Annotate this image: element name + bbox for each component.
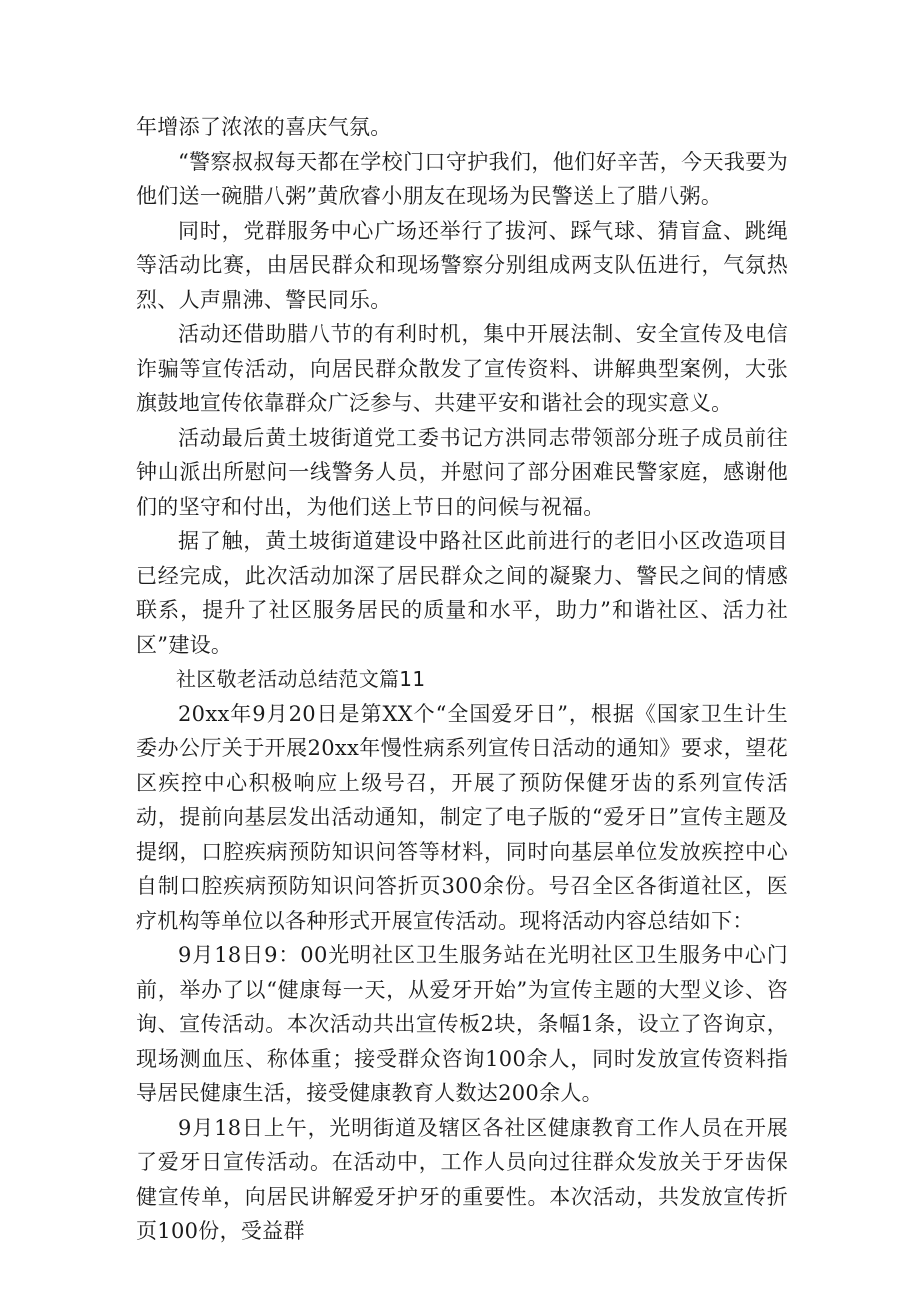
paragraph-community-renovation: 据了触，黄土坡街道建设中路社区此前进行的老旧小区改造项目已经完成，此次活动加深了居民群众之间的凝聚力、警民之间的情感联系，提升了社区服务居民的质量和水平，助力”和谐社区、活力社区”建设。	[136, 529, 788, 657]
paragraph-guangming-station: 9月18日9：00光明社区卫生服务站在光明社区卫生服务中心门前，举办了以“健康每一天，从爱牙开始”为宣传主题的大型义诊、咨询、宣传活动。本次活动共出宣传板2块，条幅1条，设立了咨询京，现场测血压、称体重；接受群众咨询100余人，同时发放宣传资料指导居民健康生活，接受健康教育人数达200余人。	[136, 943, 788, 1105]
paragraph-guangming-street: 9月18日上午，光明街道及辖区各社区健康教育工作人员在开展了爱牙日宣传活动。在活动中，工作人员向过往群众发放关于牙齿保健宣传单，向居民讲解爱牙护牙的重要性。本次活动，共发放宣传折页100份，受益群	[136, 1115, 788, 1243]
paragraph-square-games: 同时，党群服务中心广场还举行了拔河、踩气球、猜盲盒、跳绳等活动比赛，由居民群众和现场警察分别组成两支队伍进行，气氛热烈、人声鼎沸、警民同乐。	[136, 218, 788, 312]
paragraph-child-quote: “警察叔叔每天都在学校门口守护我们，他们好辛苦，今天我要为他们送一碗腊八粥”黄欣睿小朋友在现场为民警送上了腊八粥。	[136, 149, 788, 208]
section-heading: 社区敬老活动总结范文篇11	[176, 667, 426, 691]
paragraph-tooth-day-intro: 20xx年9月20日是第XX个“全国爱牙日”，根据《国家卫生计生委办公厅关于开展20xx年慢性病系列宣传日活动的通知》要求，望花区疾控中心积极响应上级号召，开展了预防保健牙齿的系列宣传活动，提前向基层发出活动通知，制定了电子版的“爱牙日”宣传主题及提纲，口腔疾病预防知识问答等材料，同时向基层单位发放疾控中心自制口腔疾病预防知识问答折页300余份。号召全区各街道社区，医疗机构等单位以各种形式开展宣传活动。现将活动内容总结如下：	[136, 701, 788, 933]
document-body	[136, 110, 788, 1249]
paragraph-visit: 活动最后黄土坡街道党工委书记方洪同志带领部分班子成员前往钟山派出所慰问一线警务人员，并慰问了部分困难民警家庭，感谢他们的坚守和付出，为他们送上节日的问候与祝福。	[136, 425, 788, 519]
paragraph-continuation: 年增添了浓浓的喜庆气氛。	[136, 115, 392, 139]
paragraph-publicity: 活动还借助腊八节的有利时机，集中开展法制、安全宣传及电信诈骗等宣传活动，向居民群众散发了宣传资料、讲解典型案例，大张旗鼓地宣传依靠群众广泛参与、共建平安和谐社会的现实意义。	[136, 322, 788, 415]
